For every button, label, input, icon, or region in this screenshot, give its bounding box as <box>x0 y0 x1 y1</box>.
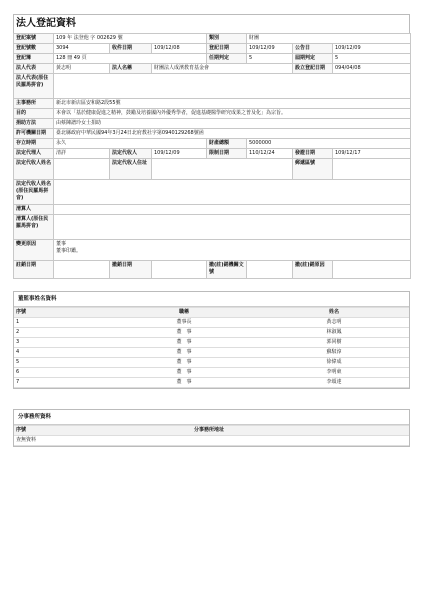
term-label: 任期判定 <box>207 54 247 64</box>
branches-heading: 分事務所資料 <box>14 410 409 425</box>
receiver-name-label: 法定代收人姓名 <box>14 159 54 180</box>
directors-table <box>14 307 409 388</box>
row-name: 黃志明 <box>259 318 409 328</box>
issue-date-value: 109/12/17 <box>333 149 411 159</box>
row-index: 6 <box>14 368 109 378</box>
col-index: 序號 <box>14 308 109 318</box>
branches-section <box>13 409 410 447</box>
duration-value: 永久 <box>54 139 207 149</box>
empty-message: 查無資料 <box>14 436 409 446</box>
announce-date-label: 公告日 <box>293 44 333 54</box>
corp-name-label: 法人名稱 <box>110 64 152 74</box>
revoke-date-value <box>152 261 207 279</box>
receiver-address-label: 法定代收人住址 <box>110 159 152 180</box>
registration-table <box>13 33 411 279</box>
registration-date-value: 109/12/09 <box>247 44 293 54</box>
agent-receiver-date: 109/12/09 <box>152 149 207 159</box>
row-title: 董 事 <box>109 378 259 388</box>
revoke-date-label: 撤銷日期 <box>110 261 152 279</box>
directors-heading: 董監事姓名資料 <box>14 292 409 307</box>
table-row <box>14 338 409 348</box>
representative-value: 黃志明 <box>54 64 110 74</box>
received-date-value: 109/12/08 <box>152 44 207 54</box>
col-title: 職稱 <box>109 308 259 318</box>
change-reason-value: 董事 董事印鑑。 <box>54 240 411 261</box>
received-date-label: 收件日期 <box>110 44 152 54</box>
row-index: 2 <box>14 328 109 338</box>
row-name: 郭同樹 <box>259 338 409 348</box>
permit-value: 臺北縣政府中華民國94年3月24日北府教社字第0940129268號函 <box>54 129 411 139</box>
representative-romanized-label: 法人代表(原住民羅馬拼音) <box>14 74 54 99</box>
row-title: 董 事 <box>109 328 259 338</box>
receiver-address-value <box>152 159 293 180</box>
cancel-date-label: 註銷日期 <box>14 261 54 279</box>
revoke-doc-value <box>247 261 293 279</box>
donation-label: 捐助方法 <box>14 119 54 129</box>
row-index: 1 <box>14 318 109 328</box>
case-number-value: 109 年 法登他 字 002629 號 <box>54 34 207 44</box>
row-index: 3 <box>14 338 109 348</box>
registration-no-label: 登記號數 <box>14 44 54 54</box>
expiry-label: 屆期判定 <box>293 54 333 64</box>
duration-label: 存立時期 <box>14 139 54 149</box>
row-title: 董 事 <box>109 338 259 348</box>
limit-date-label: 限制日期 <box>207 149 247 159</box>
legal-agent-label: 法定代理人 <box>14 149 54 159</box>
table-row <box>14 358 409 368</box>
revoke-reason-value <box>333 261 411 279</box>
postal-code-label: 郵遞區號 <box>293 159 333 180</box>
row-title: 董 事 <box>109 368 259 378</box>
representative-label: 法人代表 <box>14 64 54 74</box>
page-title: 法人登記資料 <box>13 14 410 33</box>
main-office-value: 新北市新店區安和路2段55號 <box>54 99 411 109</box>
registration-date-label: 登記日期 <box>207 44 247 54</box>
row-title: 董 事 <box>109 358 259 368</box>
representative-romanized-value <box>54 74 411 99</box>
term-value: 5 <box>247 54 293 64</box>
liquidator-romanized-label: 清算人(原住民羅馬拼音) <box>14 215 54 240</box>
legal-agent-value: 清詳 <box>54 149 110 159</box>
cancel-date-value <box>54 261 110 279</box>
row-name: 徐偉成 <box>259 358 409 368</box>
case-number-label: 登記案號 <box>14 34 54 44</box>
table-row <box>14 378 409 388</box>
branches-table <box>14 425 409 446</box>
category-value: 財團 <box>247 34 411 44</box>
row-name: 林淑鳳 <box>259 328 409 338</box>
col-address: 分事務所地址 <box>164 426 409 436</box>
receiver-romanized-value <box>54 180 411 205</box>
receiver-romanized-label: 法定代收人姓名(原住民羅馬拼音) <box>14 180 54 205</box>
row-index: 7 <box>14 378 109 388</box>
establish-date-value: 094/04/08 <box>333 64 411 74</box>
directors-section <box>13 291 410 389</box>
table-row <box>14 328 409 338</box>
col-index: 序號 <box>14 426 164 436</box>
assets-label: 財產總額 <box>207 139 247 149</box>
liquidator-label: 清算人 <box>14 205 54 215</box>
register-book-value: 128 冊 49 頁 <box>54 54 207 64</box>
revoke-doc-label: 撤(註)銷機關文號 <box>207 261 247 279</box>
row-name: 蘇馭淳 <box>259 348 409 358</box>
table-row <box>14 318 409 328</box>
receiver-name-value <box>54 159 110 180</box>
permit-label: 許可機關日期 <box>14 129 54 139</box>
row-name: 李頌達 <box>259 378 409 388</box>
donation-value: 由蔡陳譜玲女士捐助 <box>54 119 411 129</box>
col-name: 姓名 <box>259 308 409 318</box>
liquidator-romanized-value <box>54 215 411 240</box>
liquidator-value <box>54 205 411 215</box>
limit-date-value: 110/12/24 <box>247 149 293 159</box>
assets-value: 5000000 <box>247 139 411 149</box>
row-index: 5 <box>14 358 109 368</box>
purpose-value: 本會以「基於健康促進之精神，鼓勵及培養國內外優秀學者，促進基礎醫學研究成果之普及化」為宗旨。 <box>54 109 411 119</box>
postal-code-value <box>333 159 411 180</box>
issue-date-label: 發證日期 <box>293 149 333 159</box>
row-title: 董 事 <box>109 348 259 358</box>
document-page <box>13 14 410 447</box>
register-book-label: 登記簿 <box>14 54 54 64</box>
purpose-label: 目的 <box>14 109 54 119</box>
establish-date-label: 設立登記日期 <box>293 64 333 74</box>
main-office-label: 主事務所 <box>14 99 54 109</box>
agent-receiver-label: 法定代收人 <box>110 149 152 159</box>
expiry-value: 5 <box>333 54 411 64</box>
change-reason-label: 變更原因 <box>14 240 54 261</box>
corp-name-value: 財團法人成濱教育基金會 <box>152 64 293 74</box>
row-title: 董事長 <box>109 318 259 328</box>
revoke-reason-label: 撤(註)銷原因 <box>293 261 333 279</box>
table-row <box>14 368 409 378</box>
registration-no-value: 3094 <box>54 44 110 54</box>
announce-date-value: 109/12/09 <box>333 44 411 54</box>
row-index: 4 <box>14 348 109 358</box>
row-name: 李明東 <box>259 368 409 378</box>
category-label: 類別 <box>207 34 247 44</box>
table-row <box>14 348 409 358</box>
